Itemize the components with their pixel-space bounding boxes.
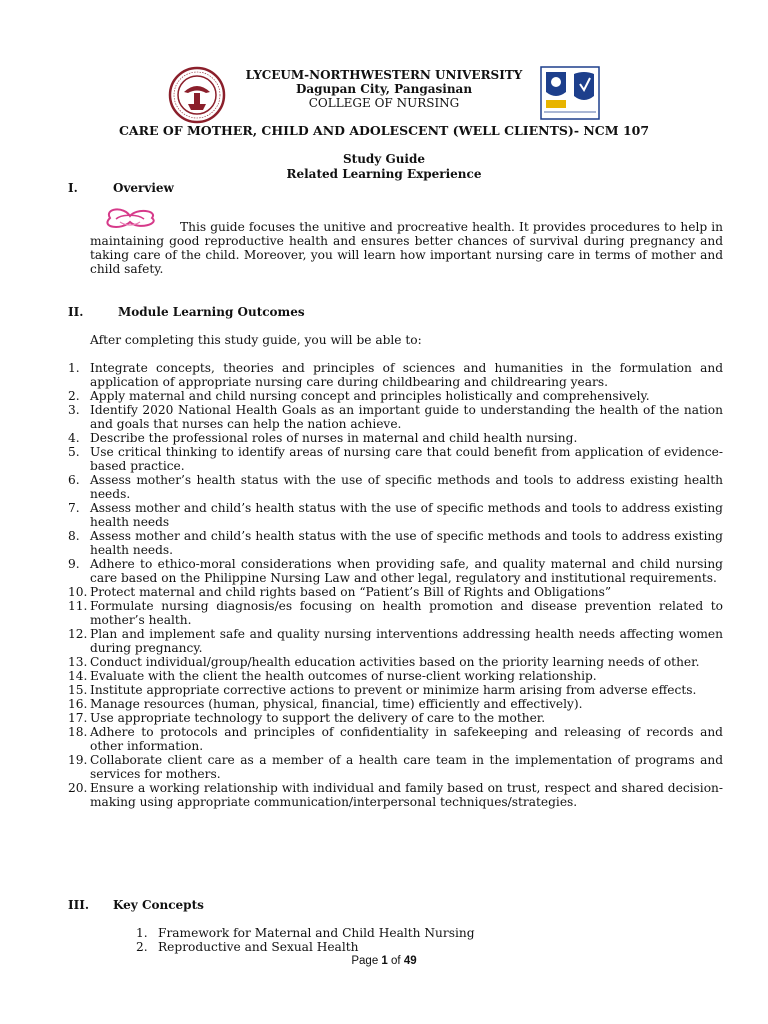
university-city: Dagupan City, Pangasinan <box>295 82 473 96</box>
list-item-text: Use appropriate technology to support the delivery of care to the mother. <box>90 711 546 725</box>
list-item-text: Adhere to ethico-moral considerations when providing safe, and quality maternal and child nursing care based on the Philippine Nursing Law and other legal, regulatory and institutional requirements. <box>90 557 723 585</box>
list-item-number: 1. <box>68 361 80 375</box>
key-concepts-list <box>136 926 475 954</box>
list-item-number: 19. <box>68 753 88 767</box>
university-name: LYCEUM-NORTHWESTERN UNIVERSITY <box>245 68 523 82</box>
list-item-number: 9. <box>68 557 80 571</box>
page-current: 1 <box>381 955 388 967</box>
section-2-numeral: II. <box>68 305 84 319</box>
outcomes-list <box>68 361 723 809</box>
list-item-number: 18. <box>68 725 88 739</box>
page-total: 49 <box>403 955 417 967</box>
overview-text: This guide focuses the unitive and procreative health. It provides procedures to help in maintaining good reproductive health and ensures better chances of survival during pregnancy and taking care of the child. Moreover, you will learn how important nursing care in terms of mother and child safety. <box>90 220 723 276</box>
list-item-text: Adhere to protocols and principles of confidentiality in safekeeping and releasing of records and other information. <box>90 725 723 753</box>
list-item <box>68 557 723 585</box>
list-item <box>68 599 723 627</box>
list-item <box>68 501 723 529</box>
list-item-text: Plan and implement safe and quality nursing interventions addressing health needs affecting women during pregnancy. <box>90 627 723 655</box>
section-2-heading: Module Learning Outcomes <box>118 305 305 319</box>
list-item-text: Collaborate client care as a member of a health care team in the implementation of programs and services for mothers. <box>90 753 723 781</box>
section-3-heading: Key Concepts <box>113 898 204 912</box>
list-item-text: Framework for Maternal and Child Health Nursing <box>158 926 475 940</box>
list-item <box>68 473 723 501</box>
list-item-text: Conduct individual/group/health education activities based on the priority learning needs of other. <box>90 655 700 669</box>
list-item-number: 8. <box>68 529 80 543</box>
page-word: Page <box>351 955 379 967</box>
list-item-number: 15. <box>68 683 88 697</box>
list-item-number: 11. <box>68 599 88 613</box>
list-item-number: 16. <box>68 697 88 711</box>
list-item-number: 20. <box>68 781 88 795</box>
section-1-heading: Overview <box>113 181 174 195</box>
certification-logo <box>540 66 600 120</box>
list-item <box>68 627 723 655</box>
study-guide-label: Study Guide <box>342 152 426 166</box>
list-item <box>68 389 723 403</box>
page-of-word: of <box>391 955 401 967</box>
list-item <box>136 940 475 954</box>
list-item-text: Manage resources (human, physical, financial, time) efficiently and effectively). <box>90 697 583 711</box>
list-item-number: 2. <box>68 389 80 403</box>
list-item <box>68 431 723 445</box>
list-item-text: Use critical thinking to identify areas of nursing care that could benefit from application of evidence-based practice. <box>90 445 723 473</box>
list-item <box>68 697 723 711</box>
list-item <box>68 683 723 697</box>
list-item <box>68 725 723 753</box>
list-item-text: Reproductive and Sexual Health <box>158 940 359 954</box>
list-item-number: 7. <box>68 501 80 515</box>
list-item <box>68 669 723 683</box>
list-item-number: 3. <box>68 403 80 417</box>
list-item-number: 2. <box>136 940 148 954</box>
list-item-number: 12. <box>68 627 88 641</box>
list-item-text: Formulate nursing diagnosis/es focusing on health promotion and disease prevention related to mother’s health. <box>90 599 723 627</box>
outcomes-intro: After completing this study guide, you will be able to: <box>90 333 422 347</box>
course-title: CARE OF MOTHER, CHILD AND ADOLESCENT (WELL CLIENTS)- NCM 107 <box>118 123 650 138</box>
list-item <box>68 403 723 431</box>
list-item-text: Institute appropriate corrective actions to prevent or minimize harm arising from adverse effects. <box>90 683 697 697</box>
list-item-text: Assess mother and child’s health status with the use of specific methods and tools to address existing health needs. <box>90 529 723 557</box>
list-item <box>68 655 723 669</box>
list-item-number: 1. <box>136 926 148 940</box>
section-1-numeral: I. <box>68 181 78 195</box>
list-item-text: Apply maternal and child nursing concept and principles holistically and comprehensively. <box>90 389 650 403</box>
list-item <box>68 361 723 389</box>
list-item-text: Ensure a working relationship with individual and family based on trust, respect and shared decision-making using appropriate communication/interpersonal techniques/strategies. <box>90 781 723 809</box>
list-item-number: 13. <box>68 655 88 669</box>
list-item-text: Identify 2020 National Health Goals as an important guide to understanding the health of the nation and goals that nurses can help the nation achieve. <box>90 403 723 431</box>
list-item <box>68 781 723 809</box>
list-item-text: Assess mother’s health status with the use of specific methods and tools to address existing health needs. <box>90 473 723 501</box>
list-item-number: 14. <box>68 669 88 683</box>
rle-label: Related Learning Experience <box>286 167 482 181</box>
page-footer <box>0 955 768 967</box>
list-item-text: Describe the professional roles of nurses in maternal and child health nursing. <box>90 431 578 445</box>
list-item <box>68 445 723 473</box>
list-item-text: Protect maternal and child rights based on “Patient’s Bill of Rights and Obligations” <box>90 585 612 599</box>
list-item <box>136 926 475 940</box>
list-item-text: Assess mother and child’s health status with the use of specific methods and tools to address existing health needs <box>90 501 723 529</box>
list-item-number: 6. <box>68 473 80 487</box>
list-item <box>68 711 723 725</box>
list-item-text: Integrate concepts, theories and principles of sciences and humanities in the formulation and application of appropriate nursing care during childbearing and childrearing years. <box>90 361 723 389</box>
list-item-number: 4. <box>68 431 80 445</box>
list-item-text: Evaluate with the client the health outcomes of nurse-client working relationship. <box>90 669 597 683</box>
list-item-number: 10. <box>68 585 88 599</box>
college-name: COLLEGE OF NURSING <box>308 96 460 110</box>
list-item <box>68 529 723 557</box>
section-3-numeral: III. <box>68 898 90 912</box>
list-item-number: 5. <box>68 445 80 459</box>
list-item <box>68 585 723 599</box>
list-item-number: 17. <box>68 711 88 725</box>
list-item <box>68 753 723 781</box>
